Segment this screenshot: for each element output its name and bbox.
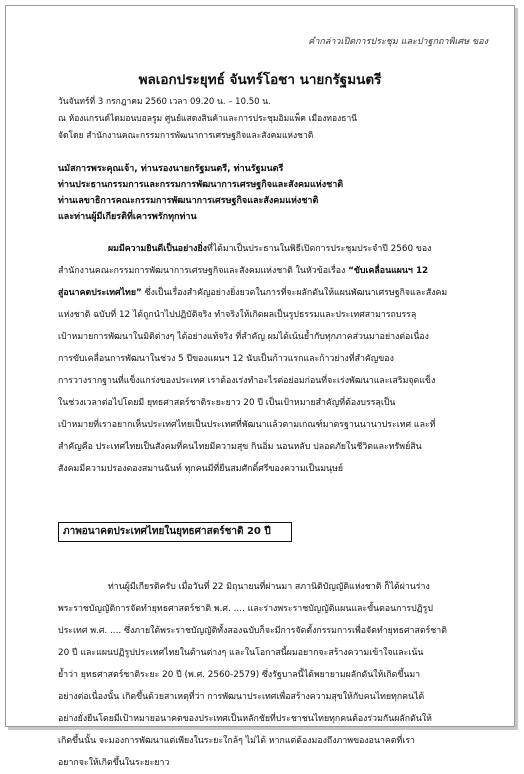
paragraph-line: พระราชบัญญัติการจัดทำยุทธศาสตร์ชาติ พ.ศ. .... และร่างพระราชบัญญัติแผนและขั้นตอนการปฏิรูป [58,604,433,614]
paragraph-text: สำนักงานคณะกรรมการพัฒนาการเศรษฐกิจและสังคมแห่งชาติ ในหัวข้อเรื่อง [58,266,349,276]
paragraph-line: แห่งชาติ ฉบับที่ 12 ได้ถูกนำไปปฏิบัติจริง ทำจริงให้เกิดผลเป็นรูปธรรมและประเทศสามารถบรรลุ [58,310,417,320]
event-organizer: จัดโดย สำนักงานคณะกรรมการพัฒนาการเศรษฐกิจและสังคมแห่งชาติ [58,131,314,141]
paragraph-line [58,238,478,260]
paragraph-text: ซึ่งเป็นเรื่องสำคัญอย่างยิ่งยวดในการที่จะผลักดันให้แผนพัฒนาเศรษฐกิจและสังคม [141,288,448,298]
salutation [58,161,343,225]
paragraph-line: ย้ำว่า ยุทธศาสตร์ชาติระยะ 20 ปี (พ.ศ. 2560-2579) ซึ่งรัฐบาลนี้ได้พยายามผลักดันให้เกิดขึ้นมา [58,670,421,680]
paragraph-line: ท่านผู้มีเกียรติครับ เมื่อวันที่ 22 มิถุนายนที่ผ่านมา สภานิติบัญญัติแห่งชาติ ก็ได้ผ่านร่าง [108,582,430,592]
opening-lead: ผมมีความยินดีเป็นอย่างยิ่ง [108,244,207,254]
event-details [58,94,357,145]
paragraph-line: อย่างต่อเนื่องนั้น เกิดขึ้นด้วยสาเหตุที่ว่า การพัฒนาประเทศเพื่อสร้างความสุขให้กับคนไทยทุกคนได้ [58,692,425,702]
document-page [5,5,515,768]
salutation-line: ท่านเลขาธิการคณะกรรมการพัฒนาการเศรษฐกิจและสังคมแห่งชาติ [58,196,319,206]
salutation-line: นมัสการพระคุณเจ้า, ท่านรองนายกรัฐมนตรี, ท่านรัฐมนตรี [58,164,284,174]
conference-topic-cont: สู่อนาคตประเทศไทย” [58,288,142,298]
section-heading: ภาพอนาคตประเทศไทยในยุทธศาสตร์ชาติ 20 ปี [58,522,292,542]
paragraph-line: เป้าหมายที่เราอยากเห็นประเทศไทยเป็นประเทศที่พัฒนาแล้วตามเกณฑ์มาตรฐานนานาประเทศ และที่ [58,420,436,430]
paragraph-text: ที่ได้มาเป็นประธานในพิธีเปิดการประชุมประจำปี 2560 ของ [206,244,432,254]
document-title: พลเอกประยุทธ์ จันทร์โอชา นายกรัฐมนตรี [138,72,382,88]
salutation-line: ท่านประธานกรรมการและกรรมการพัฒนาการเศรษฐกิจและสังคมแห่งชาติ [58,180,344,190]
event-venue: ณ ห้องแกรนด์ไดมอนบอลรูม ศูนย์แสดงสินค้าและการประชุมอิมแพ็ค เมืองทองธานี [58,114,358,124]
salutation-line: และท่านผู้มีเกียรติที่เคารพรักทุกท่าน [58,212,197,222]
paragraph-line [58,282,478,304]
paragraph-line: การขับเคลื่อนการพัฒนาในช่วง 5 ปีของแผนฯ 12 นับเป็นก้าวแรกและก้าวย่างที่สำคัญของ [58,354,394,364]
second-paragraph [58,576,478,774]
paragraph-line: เป้าหมายการพัฒนาในมิติต่างๆ ได้อย่างแท้จริง ที่สำคัญ ผมได้เน้นย้ำกับทุกภาคส่วนมาอย่างต่อเนื่อง [58,332,429,342]
paragraph-line [58,260,478,282]
paragraph-line: ประเทศ พ.ศ. .... ซึ่งภายใต้พระราชบัญญัติทั้งสองฉบับก็จะมีการจัดตั้งกรรมการเพื่อจัดทำยุทธศาสตร์ชาติ [58,626,447,636]
conference-topic: “ขับเคลื่อนแผนฯ 12 [348,266,429,276]
event-date-time: วันจันทร์ที่ 3 กรกฎาคม 2560 เวลา 09.20 น. – 10.50 น. [58,97,271,107]
header-note: คำกล่าวเปิดการประชุม และปาฐกถาพิเศษ ของ [308,37,488,47]
paragraph-line: 20 ปี และแผนปฏิรูปประเทศไทยในด้านต่างๆ และในโอกาสนี้ผมอยากจะสร้างความเข้าใจและเน้น [58,648,424,658]
paragraph-line: สังคมมีความปรองดองสมานฉันท์ ทุกคนมีที่ยืนสมศักดิ์ศรีของความเป็นมนุษย์ [58,464,344,474]
paragraph-line: อย่างยั่งยืนโดยมีเป้าหมายอนาคตของประเทศเป็นหลักชัยที่ประชาชนไทยทุกคนต้องร่วมกันผลักดันให้ [58,714,432,724]
opening-paragraph [58,238,478,480]
paragraph-line: ในช่วงเวลาต่อไปโดยมี ยุทธศาสตร์ชาติระยะยาว 20 ปี เป็นเป้าหมายสำคัญที่ต้องบรรลุเป็น [58,398,396,408]
paragraph-line: อยากจะให้เกิดขึ้นในระยะยาว [58,758,170,768]
paragraph-line: สำคัญคือ ประเทศไทยเป็นสังคมที่คนไทยมีความสุข กินอิ่ม นอนหลับ ปลอดภัยในชีวิตและทรัพย์สิน [58,442,422,452]
paragraph-line: เกิดขึ้นนั้น จะมองการพัฒนาแต่เพียงในระยะใกล้ๆ ไม่ได้ หากแต่ต้องมองถึงภาพของอนาคตที่เรา [58,736,415,746]
paragraph-line: การวางรากฐานที่แข็งแกร่งของประเทศ เราต้องเร่งทำอะไรต่อย่อมก่อนที่จะเร่งพัฒนาและเสริมจุดแข็ง [58,376,436,386]
